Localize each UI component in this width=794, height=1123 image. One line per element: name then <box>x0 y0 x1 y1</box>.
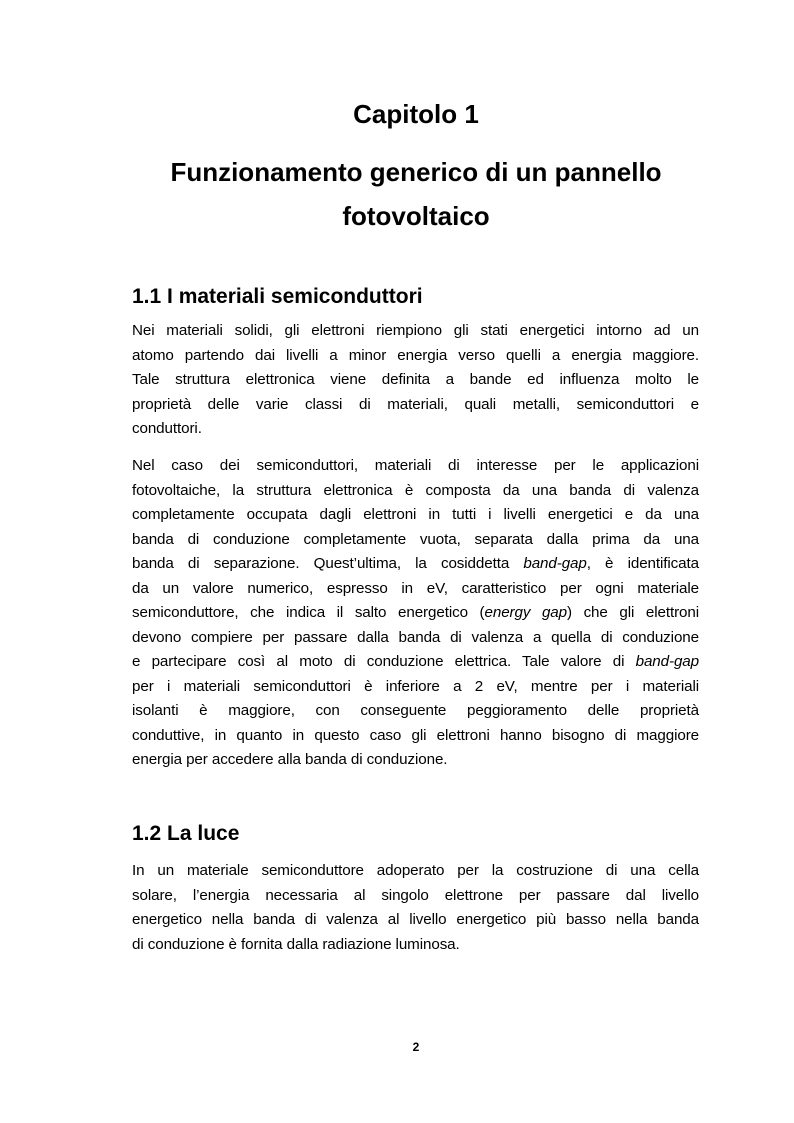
text-line: conduttori. <box>132 420 202 437</box>
text-line: solare, l’energia necessaria al singolo elettrone per passare dal livello <box>132 886 699 904</box>
text-line: Tale struttura elettronica viene definita a bande ed influenza molto le <box>132 371 699 388</box>
text-run: semiconduttore, che indica il salto energetico ( <box>132 604 485 621</box>
term-band-gap: band-gap <box>523 555 587 572</box>
chapter-number: Capitolo 1 <box>353 99 479 129</box>
paragraph-1-1-b <box>132 454 699 773</box>
text-run: banda di separazione. Quest’ultima, la cosiddetta <box>132 555 524 572</box>
text-line <box>132 650 699 675</box>
term-energy-gap: energy gap <box>484 604 567 621</box>
text-line <box>132 552 699 577</box>
text-line: conduttive, in quanto in questo caso gli elettroni hanno bisogno di maggiore <box>132 726 699 744</box>
section-heading-1-1: 1.1 I materiali semiconduttori <box>132 285 423 308</box>
text-line: proprietà delle varie classi di materiali, quali metalli, semiconduttori e <box>132 395 699 413</box>
chapter-title: Funzionamento generico di un pannello fotovoltaico <box>170 157 662 231</box>
text-line: di conduzione è fornita dalla radiazione luminosa. <box>132 935 460 953</box>
text-run: e partecipare così al moto di conduzione elettrica. Tale valore di <box>132 653 636 670</box>
text-line: devono compiere per passare dalla banda di valenza a quella di conduzione <box>132 628 699 646</box>
text-line: energetico nella banda di valenza al livello energetico più basso nella banda <box>132 911 699 928</box>
text-line: Nei materiali solidi, gli elettroni riempiono gli stati energetici intorno ad un <box>132 322 699 339</box>
text-line: Nel caso dei semiconduttori, materiali di interesse per le applicazioni <box>132 457 699 474</box>
text-line: per i materiali semiconduttori è inferiore a 2 eV, mentre per i materiali <box>132 677 699 695</box>
page-number: 2 <box>412 1040 420 1054</box>
paragraph-1-2-a <box>132 859 699 957</box>
paragraph-1-1-a <box>132 319 699 442</box>
text-line: energia per accedere alla banda di conduzione. <box>132 751 448 768</box>
text-line: fotovoltaiche, la struttura elettronica è composta da una banda di valenza <box>132 481 699 499</box>
text-line: atomo partendo dai livelli a minor energia verso quelli a energia maggiore. <box>132 346 699 364</box>
text-line: In un materiale semiconduttore adoperato per la costruzione di una cella <box>132 862 699 879</box>
term-band-gap: band-gap <box>635 653 699 670</box>
section-heading-1-2: 1.2 La luce <box>132 822 240 845</box>
text-line: banda di conduzione completamente vuota, separata dalla prima da una <box>132 530 699 548</box>
text-line: da un valore numerico, espresso in eV, caratteristico per ogni materiale <box>132 579 699 597</box>
text-run: , è identificata <box>586 555 699 572</box>
text-run: ) che gli elettroni <box>567 604 700 621</box>
text-line: completamente occupata dagli elettroni in tutti i livelli energetici e da una <box>132 506 699 523</box>
text-line <box>132 601 699 626</box>
text-line: isolanti è maggiore, con conseguente peggioramento delle proprietà <box>132 702 699 719</box>
